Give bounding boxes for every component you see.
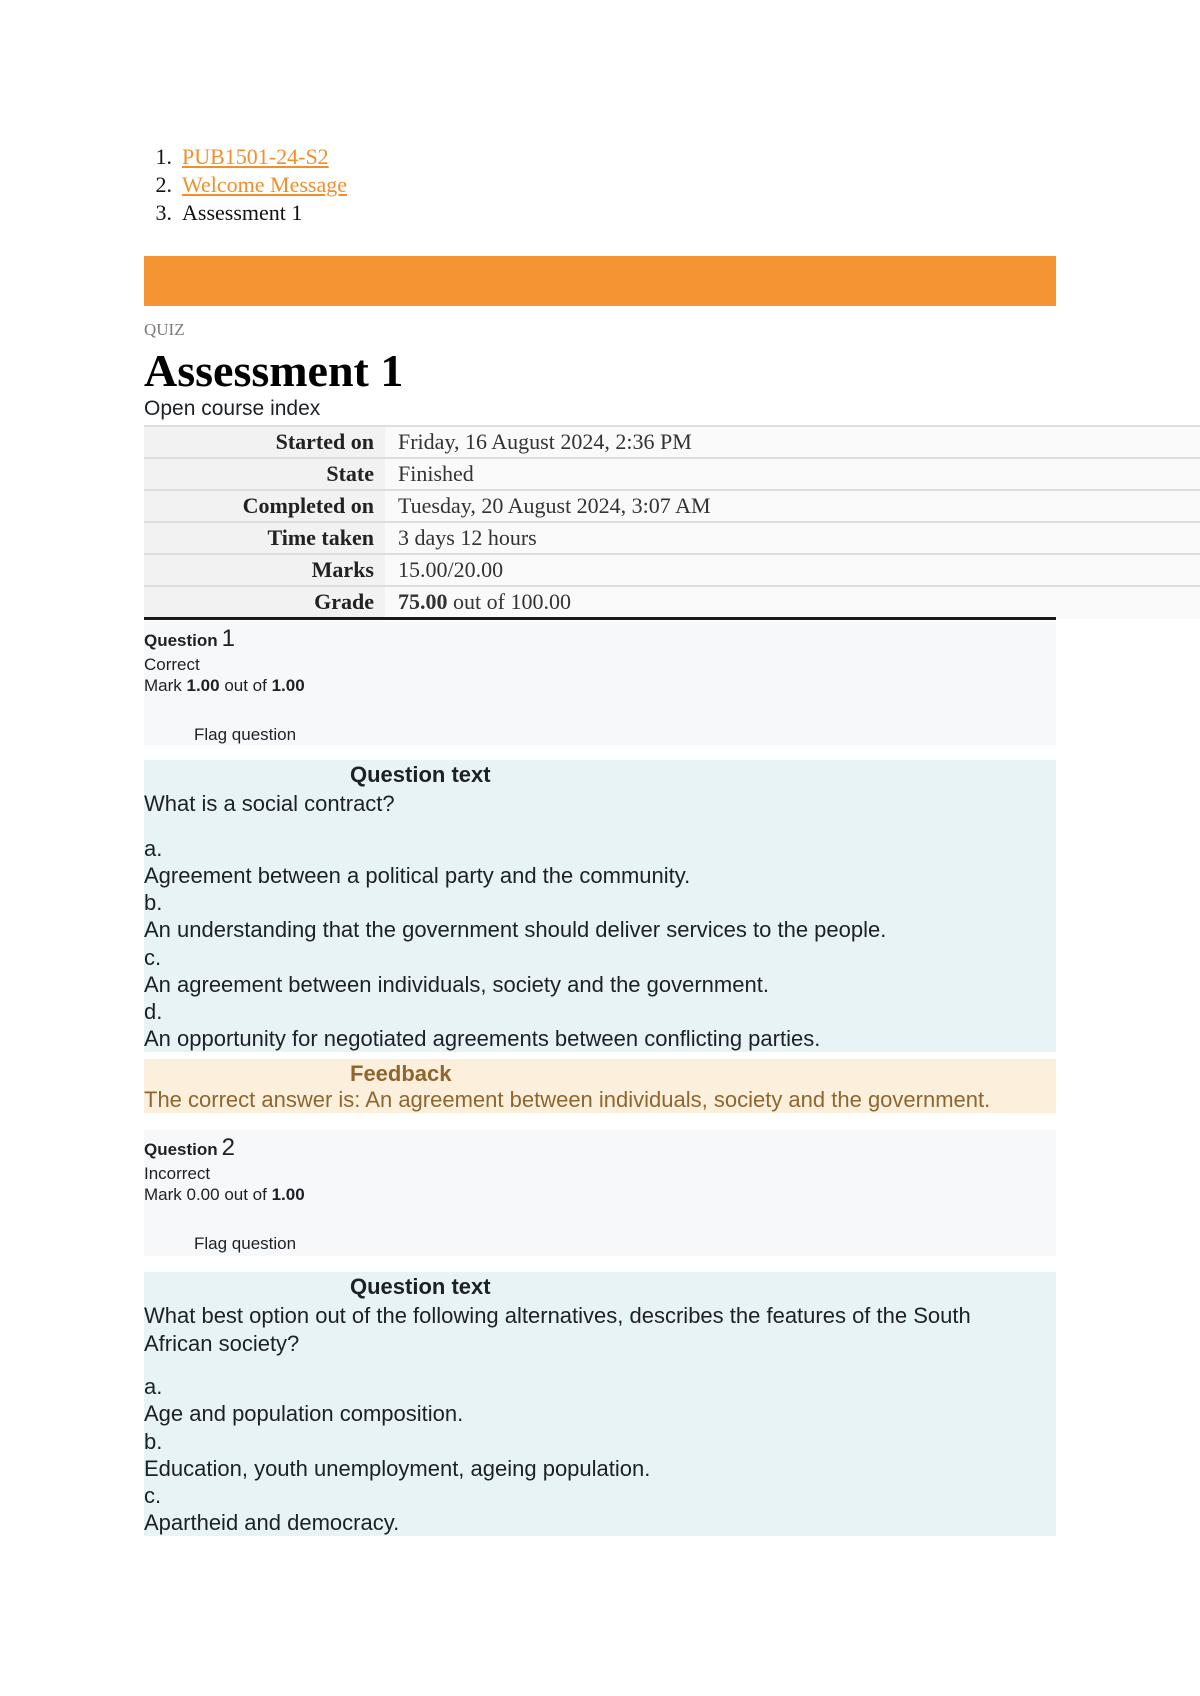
answer-letter: c. (144, 1483, 162, 1508)
question-info (144, 621, 1056, 745)
question-info (144, 1130, 1056, 1256)
summary-row (144, 586, 1200, 619)
question-number: Question 1 (144, 625, 236, 652)
question-mark: Mark 1.00 out of 1.00 (144, 676, 305, 695)
summary-row (144, 426, 1200, 458)
answer-option[interactable]: Agreement between a political party and the community. (144, 863, 691, 888)
open-course-index-link[interactable]: Open course index (144, 397, 321, 420)
summary-row (144, 522, 1200, 554)
question-content (144, 1272, 1056, 1536)
breadcrumb-link-welcome[interactable]: Welcome Message (182, 172, 347, 197)
page-banner (144, 256, 1056, 306)
question-number: Question 2 (144, 1134, 236, 1161)
question-mark: Mark 0.00 out of 1.00 (144, 1185, 305, 1204)
breadcrumb-item (144, 199, 347, 227)
summary-divider (144, 617, 1056, 620)
answer-letter: a. (144, 836, 163, 861)
flag-question-toggle[interactable]: Flag question (194, 725, 297, 744)
answer-option[interactable]: An understanding that the government should deliver services to the people. (144, 917, 887, 942)
question-text: What is a social contract? (144, 791, 395, 816)
summary-label: Completed on (144, 490, 385, 522)
answer-letter: d. (144, 999, 163, 1024)
answer-option[interactable]: Age and population composition. (144, 1401, 464, 1426)
summary-label: Marks (144, 554, 385, 586)
answer-letter: b. (144, 890, 163, 915)
answer-letter: a. (144, 1374, 163, 1399)
breadcrumb-number: 3. (155, 200, 172, 225)
flag-question-toggle[interactable]: Flag question (194, 1234, 297, 1253)
page-title: Assessment 1 (144, 345, 404, 396)
question-feedback (144, 1059, 1056, 1113)
breadcrumb-current: Assessment 1 (182, 200, 303, 225)
question-text-heading: Question text (350, 1274, 491, 1299)
summary-value: 3 days 12 hours (385, 522, 1200, 554)
summary-value: Friday, 16 August 2024, 2:36 PM (385, 426, 1200, 458)
summary-label: State (144, 458, 385, 490)
summary-row (144, 458, 1200, 490)
grade-value: 75.00 (398, 589, 448, 614)
question-state: Incorrect (144, 1164, 211, 1183)
answer-option[interactable]: Education, youth unemployment, ageing population. (144, 1456, 651, 1481)
question-content (144, 760, 1056, 1052)
question-state: Correct (144, 655, 200, 674)
answer-option[interactable]: An opportunity for negotiated agreements between conflicting parties. (144, 1026, 821, 1051)
summary-value: 15.00/20.00 (385, 554, 1200, 586)
summary-value: Finished (385, 458, 1200, 490)
answer-option[interactable]: An agreement between individuals, society and the government. (144, 972, 769, 997)
grade-max: out of 100.00 (447, 589, 571, 614)
summary-value: Tuesday, 20 August 2024, 3:07 AM (385, 490, 1200, 522)
answer-option[interactable]: Apartheid and democracy. (144, 1510, 400, 1535)
summary-label: Grade (144, 586, 385, 619)
summary-label: Time taken (144, 522, 385, 554)
feedback-text: The correct answer is: An agreement between individuals, society and the government. (144, 1087, 991, 1112)
answer-letter: b. (144, 1429, 163, 1454)
summary-row (144, 490, 1200, 522)
breadcrumb-number: 2. (155, 172, 172, 197)
question-text: What best option out of the following alternatives, describes the features of the South African society? (144, 1303, 971, 1356)
breadcrumb-link-course[interactable]: PUB1501-24-S2 (182, 144, 329, 169)
attempt-summary-table (144, 425, 1200, 620)
feedback-heading: Feedback (350, 1061, 452, 1086)
answer-letter: c. (144, 945, 162, 970)
breadcrumb-item (144, 143, 347, 171)
breadcrumb-number: 1. (155, 144, 172, 169)
summary-row (144, 554, 1200, 586)
summary-label: Started on (144, 426, 385, 458)
question-text-heading: Question text (350, 762, 491, 787)
activity-type-label: QUIZ (144, 320, 185, 339)
breadcrumb (144, 143, 347, 227)
breadcrumb-item (144, 171, 347, 199)
summary-value (385, 586, 1200, 619)
